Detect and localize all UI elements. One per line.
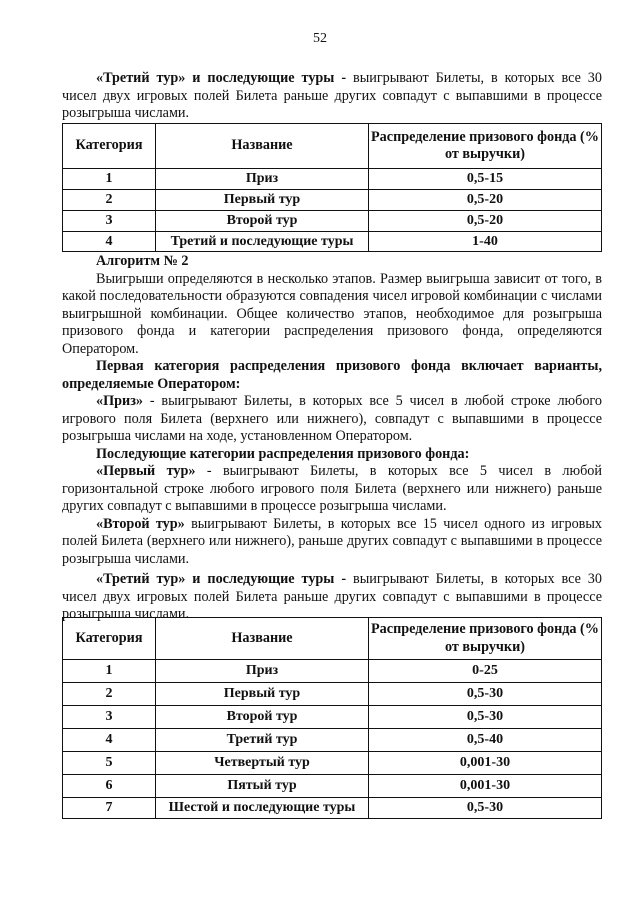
table-cell: 3 [63,211,156,232]
table-cell: 2 [63,683,156,706]
intro-paragraph-1 [62,70,602,123]
table-2-header-row [63,618,602,660]
table-cell: Пятый тур [156,775,369,798]
table-cell: 0,5-30 [369,683,602,706]
first-tour-bold: «Первый тур» [96,463,196,479]
table-cell: Шестой и последующие туры [156,798,369,819]
table-cell: Третий тур [156,729,369,752]
prize-text: - выигрывают Билеты, в которых все 5 чисел в любой строке любого игрового поля Билета (верхнего или нижнего), совпадут с выпавшими в процессе розыгрыша числами на ходе, установленном Оператором. [62,393,602,444]
table-cell: 0,5-40 [369,729,602,752]
table-cell: 0-25 [369,660,602,683]
second-tour-text: выигрывают Билеты, в которых все 15 чисел одного из игровых полей Билета (верхнего или нижнего), раньше других совпадут с выпавшими в процессе розыгрыша числами. [62,515,602,567]
intro-paragraph-2 [62,571,602,624]
table-2-header-category: Категория [63,618,156,660]
table-cell: Третий и последующие туры [156,232,369,252]
table-cell: Второй тур [156,706,369,729]
table-row [63,775,602,798]
table-cell: 0,5-20 [369,190,602,211]
intro-1-bold: «Третий тур» и последующие туры - [96,70,347,86]
table-cell: 1-40 [369,232,602,252]
table-cell: 0,001-30 [369,775,602,798]
algorithm-2-section [62,253,602,624]
intro-1-text: выигрывают Билеты, в которых все 30 чисел двух игровых полей Билета раньше других совпадут с выпавшими в процессе розыгрыша числами. [62,70,602,121]
first-tour-text: - выигрывают Билеты, в которых все 5 чисел в любой горизонтальной строке любого игрового поля Билета (верхнего или нижнего) раньше других совпадут с выпавшими в процессе розыгрыша числами. [62,463,602,514]
table-cell: 4 [63,729,156,752]
table-row [63,190,602,211]
table-row [63,660,602,683]
table-row [63,706,602,729]
table-1-header-row [63,124,602,169]
second-tour-bold: «Второй тур» [96,515,185,532]
table-cell: Четвертый тур [156,752,369,775]
table-cell: Второй тур [156,211,369,232]
table-cell: 2 [63,190,156,211]
first-tour-paragraph [62,463,602,516]
first-category-heading: Первая категория распределения призового фонда включает варианты, определяемые Оператором: [62,358,602,392]
second-tour-paragraph [62,516,602,569]
table-cell: 0,001-30 [369,752,602,775]
table-row [63,798,602,819]
table-cell: 6 [63,775,156,798]
table-cell: 1 [63,169,156,190]
table-cell: 5 [63,752,156,775]
table-cell: 1 [63,660,156,683]
table-cell: 3 [63,706,156,729]
prize-paragraph [62,393,602,446]
prize-table-1 [62,123,602,252]
table-row [63,169,602,190]
table-2-header-name: Название [156,618,369,660]
table-row [63,211,602,232]
table-row [63,232,602,252]
table-row [63,729,602,752]
algorithm-2-title: Алгоритм № 2 [96,253,189,269]
table-cell: 0,5-15 [369,169,602,190]
table-row [63,683,602,706]
table-1-header-name: Название [156,124,369,169]
table-2-header-distribution: Распределение призового фонда (% от выручки) [369,618,602,660]
table-cell: 7 [63,798,156,819]
prize-table-2 [62,617,602,819]
intro-2-bold: «Третий тур» и последующие туры - [96,571,347,587]
table-cell: Приз [156,169,369,190]
table-cell: 0,5-20 [369,211,602,232]
table-cell: 0,5-30 [369,798,602,819]
table-cell: Приз [156,660,369,683]
table-1-header-distribution: Распределение призового фонда (% от выручки) [369,124,602,169]
page-number: 52 [313,31,327,46]
table-cell: 0,5-30 [369,706,602,729]
table-cell: 4 [63,232,156,252]
table-cell: Первый тур [156,683,369,706]
table-1-header-category: Категория [63,124,156,169]
intro-2-text: выигрывают Билеты, в которых все 30 чисел двух игровых полей Билета раньше других совпадут с выпавшими в процессе розыгрыша числами. [62,571,602,622]
algorithm-2-text: Выигрыши определяются в несколько этапов. Размер выигрыша зависит от того, в какой последовательности образуются совпадения чисел игровой комбинации с числами выигрышной комбинации. Общее количество этапов, необходимое для розыгрыша призового фонда и категории распределения призового фонда, определяются Оператором. [62,270,602,357]
table-cell: Первый тур [156,190,369,211]
next-categories-heading: Последующие категории распределения призового фонда: [96,445,470,462]
table-row [63,752,602,775]
prize-bold: «Приз» [96,393,143,409]
